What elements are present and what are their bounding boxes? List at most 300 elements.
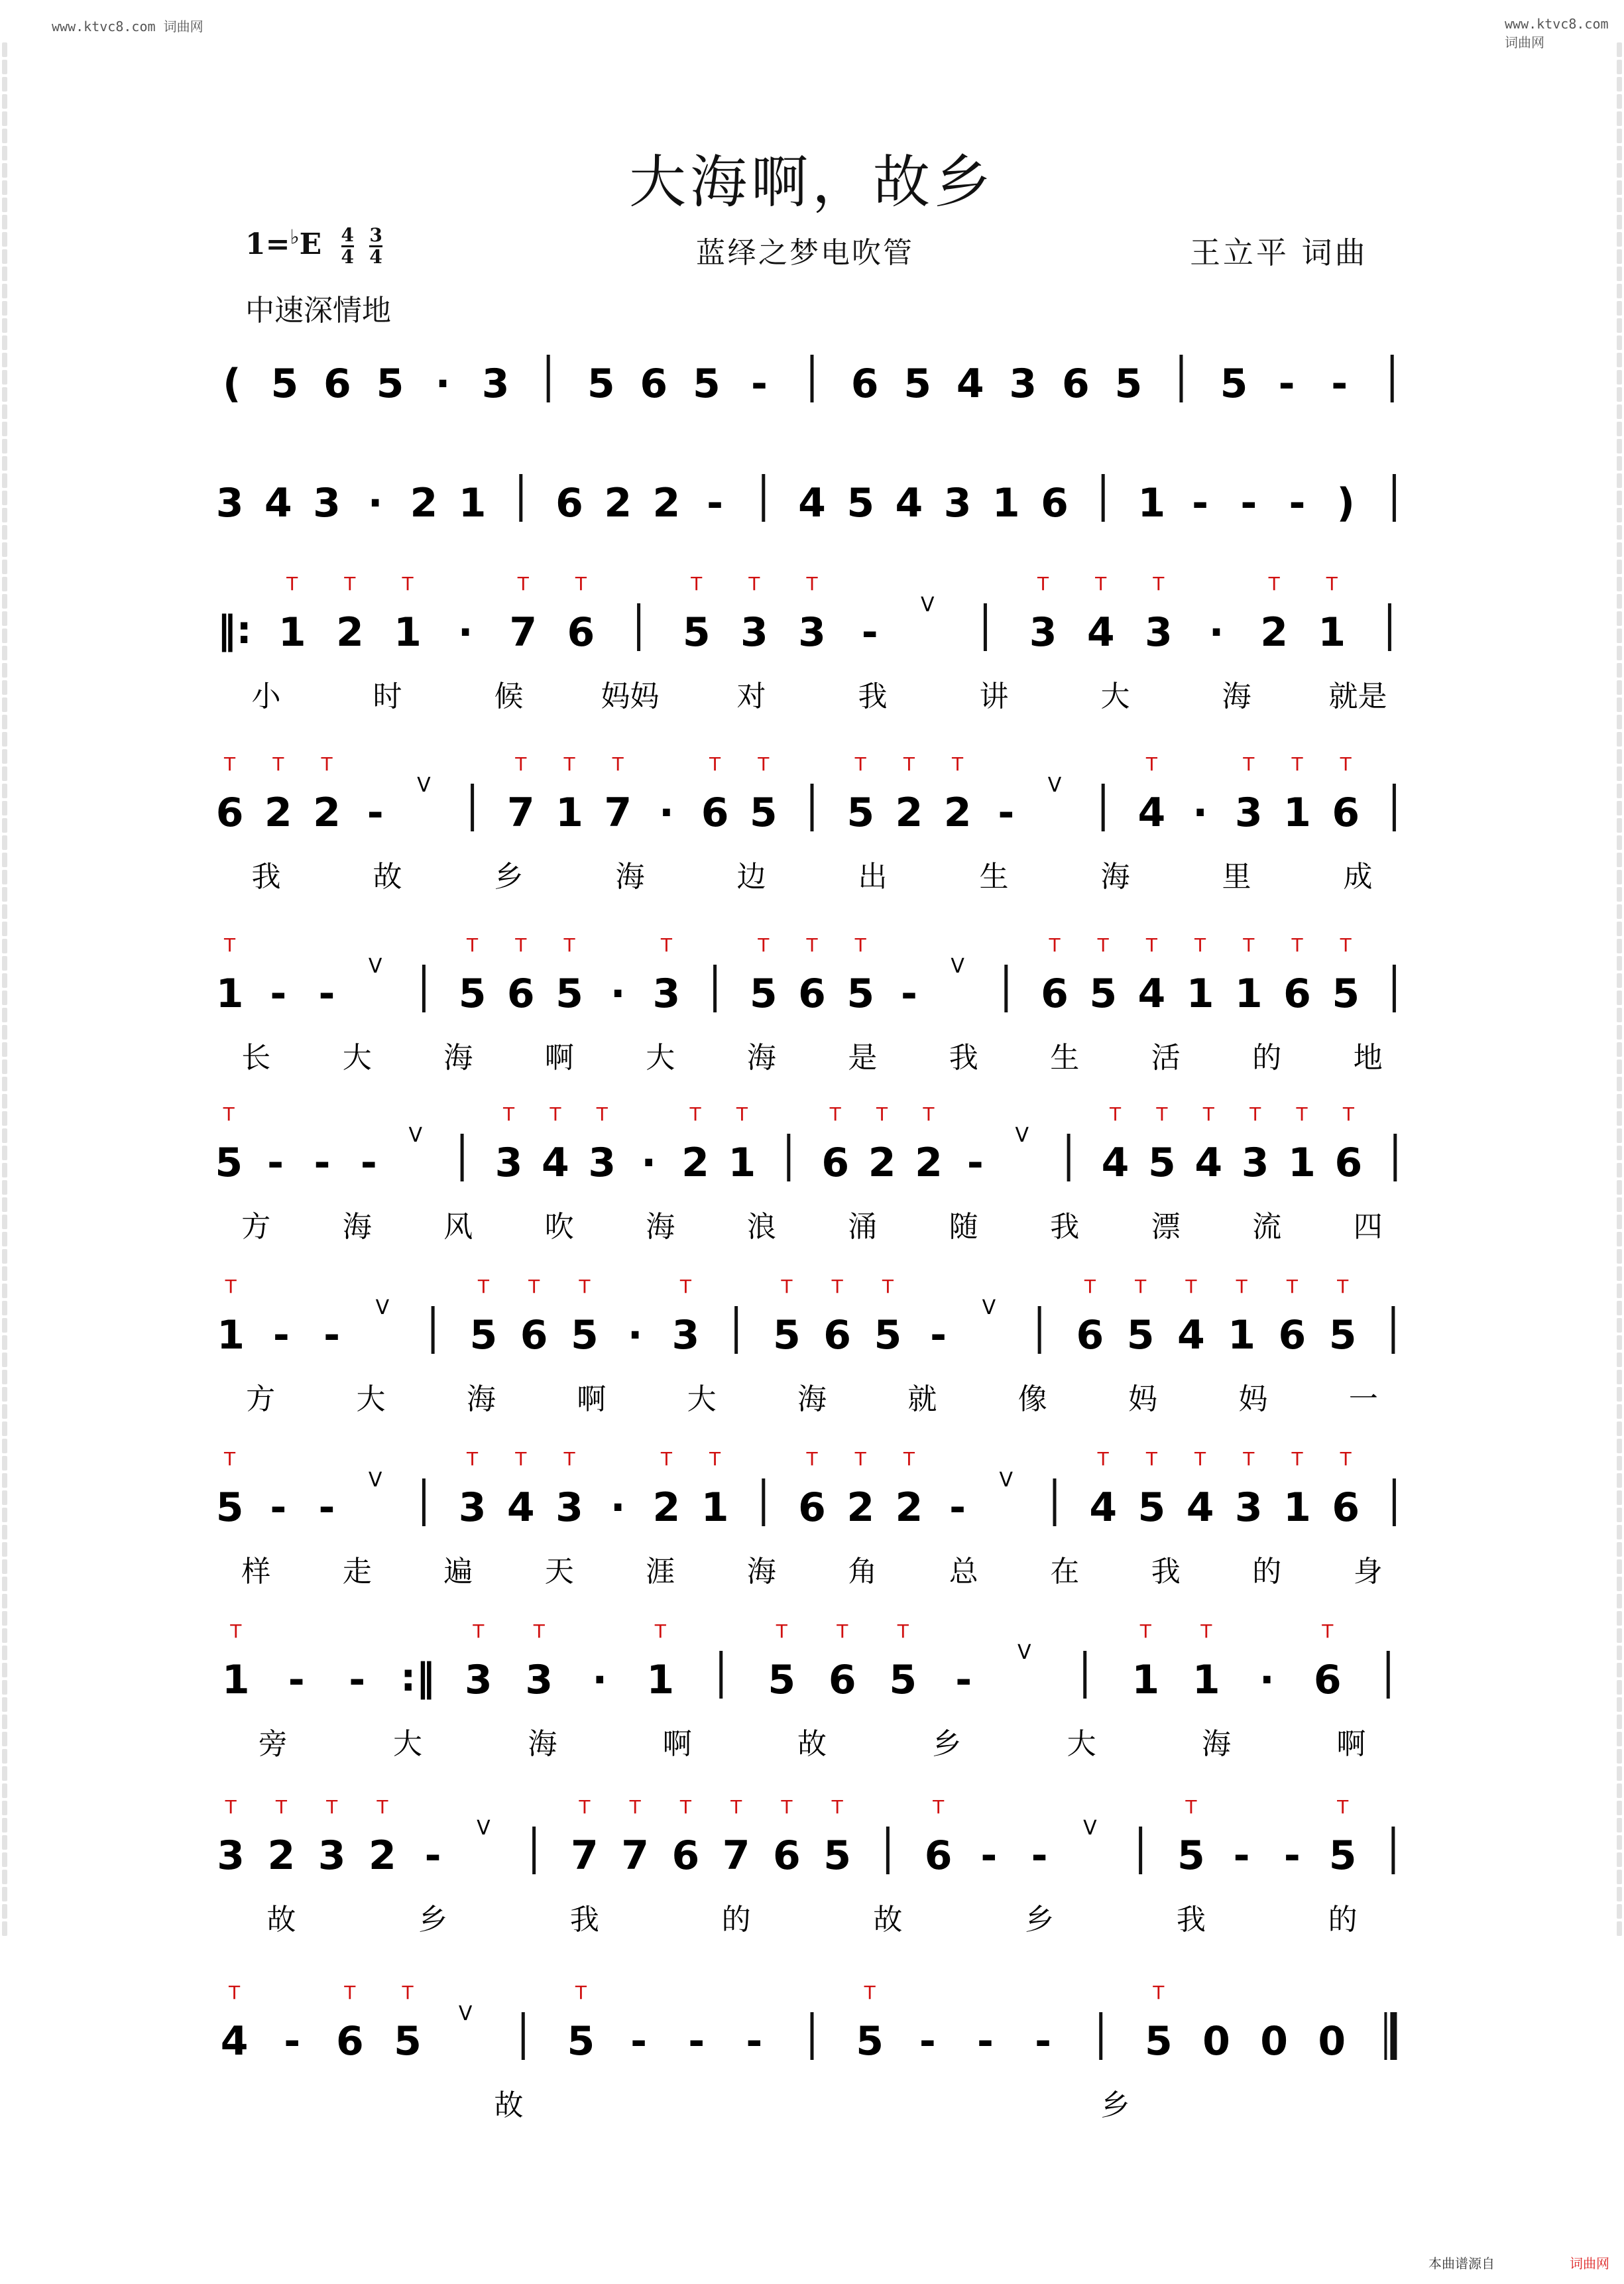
note: 6 (1332, 790, 1360, 836)
lyric-syllable: 海 (615, 860, 645, 894)
note: 5 (555, 971, 583, 1017)
lyric-syllable: 四 (1353, 1210, 1383, 1244)
note: · (1192, 790, 1208, 836)
note: 4 (1137, 790, 1166, 836)
tongue-mark: T (515, 753, 527, 775)
note: 5 (567, 2018, 595, 2065)
note: 4 (264, 480, 292, 526)
lyric-syllable: 的 (721, 1903, 751, 1937)
tongue-mark: T (689, 1103, 701, 1125)
note: - (1240, 480, 1257, 526)
tongue-mark: T (1291, 1448, 1303, 1470)
note: 3 (588, 1140, 616, 1186)
tongue-mark: T (1135, 1276, 1147, 1297)
tongue-mark: T (515, 934, 527, 956)
note: 5 (1328, 1312, 1357, 1358)
header-url-right: www.ktvc8.com 词曲网 (1505, 16, 1609, 50)
note: 1 (215, 971, 244, 1017)
note: 6 (1332, 1484, 1360, 1531)
note: 4 (798, 480, 826, 526)
note: 0 (1260, 2018, 1289, 2065)
time-signature-1: $\frac{4}{4}$ (341, 224, 354, 268)
tongue-mark: T (1337, 1796, 1349, 1818)
lyric-syllable: 旁 (258, 1727, 288, 1761)
note: 3 (671, 1312, 700, 1358)
note: - (707, 480, 724, 526)
note: 1 (1283, 1484, 1311, 1531)
key-signature: 1=♭E $\frac{4}{4}$ $\frac{3}{4}$ (245, 224, 382, 268)
tongue-mark: T (831, 1276, 843, 1297)
lyric-syllable: 讲 (979, 680, 1009, 713)
note: 5 (376, 361, 404, 407)
note: · (367, 480, 383, 526)
note: 2 (868, 1140, 896, 1186)
tongue-mark: T (1095, 573, 1107, 595)
tongue-mark: T (502, 1103, 515, 1125)
note: 6 (924, 1833, 953, 1879)
lyric-syllable: 啊 (662, 1727, 692, 1761)
note: 5 (823, 1833, 851, 1879)
note: 5 (692, 361, 721, 407)
note: · (610, 971, 626, 1017)
note: 6 (850, 361, 879, 407)
lyric-syllable: 角 (848, 1555, 878, 1589)
note: 3 (215, 480, 244, 526)
breath-mark: V (375, 1296, 390, 1319)
note: - (288, 1657, 305, 1703)
lyric-syllable: 乡 (418, 1903, 448, 1937)
tongue-mark: T (225, 1796, 237, 1818)
note: - (367, 790, 384, 836)
lyric-syllable: 海 (1202, 1727, 1231, 1761)
tongue-mark: T (1202, 1103, 1214, 1125)
note: 1 (1283, 790, 1311, 836)
note: 5 (587, 361, 615, 407)
note: 5 (768, 1657, 796, 1703)
lyric-syllable: 出 (858, 860, 888, 894)
tongue-mark: T (224, 1448, 236, 1470)
tongue-mark: T (321, 753, 333, 775)
tongue-mark: T (1286, 1276, 1298, 1297)
note: - (424, 1833, 441, 1879)
tongue-mark: T (923, 1103, 935, 1125)
lyric-syllable: 边 (736, 860, 766, 894)
note: 4 (506, 1484, 535, 1531)
note: 1 (1228, 1312, 1255, 1358)
note: - (1278, 361, 1295, 407)
tongue-mark: T (1291, 934, 1303, 956)
note: 3 (313, 480, 341, 526)
tongue-mark: T (1153, 1982, 1165, 2004)
note: 4 (1177, 1312, 1205, 1358)
tongue-mark: T (730, 1796, 742, 1818)
note: 6 (1313, 1657, 1342, 1703)
note: 2 (267, 1833, 296, 1879)
tongue-mark: T (550, 1103, 561, 1125)
breath-mark: V (1047, 774, 1062, 797)
lyric-syllable: 大 (1100, 680, 1130, 713)
note: 3 (652, 971, 681, 1017)
note: - (949, 1484, 966, 1531)
lyric-syllable: 就是 (1328, 680, 1387, 713)
note: 3 (494, 1140, 523, 1186)
note: - (998, 790, 1015, 836)
note: 4 (1194, 1140, 1223, 1186)
lyric-syllable: 像 (1017, 1382, 1047, 1416)
note: 2 (604, 480, 632, 526)
note: 1 (728, 1140, 756, 1186)
tongue-mark: T (903, 1448, 915, 1470)
lyric-syllable: 大 (646, 1041, 675, 1075)
tongue-mark: T (575, 573, 587, 595)
tongue-mark: T (1084, 1276, 1096, 1297)
note: 6 (701, 790, 729, 836)
note: 1 (1234, 971, 1263, 1017)
tongue-mark: T (952, 753, 964, 775)
note: 6 (1041, 971, 1069, 1017)
tongue-mark: T (854, 934, 866, 956)
note: 6 (555, 480, 583, 526)
tongue-mark: T (467, 1448, 479, 1470)
note: 2 (915, 1140, 943, 1186)
header-url-left: www.ktvc8.com 词曲网 (52, 19, 203, 34)
arranger-subtitle: 蓝绎之梦电吹管 (696, 236, 914, 270)
note: - (270, 971, 287, 1017)
breath-mark: V (1083, 1817, 1097, 1840)
lyric-syllable: 活 (1151, 1041, 1181, 1075)
tongue-mark: T (272, 753, 284, 775)
tongue-mark: T (1340, 934, 1352, 956)
time-signature-2: $\frac{3}{4}$ (369, 224, 382, 268)
tongue-mark: T (1145, 1448, 1157, 1470)
tongue-mark: T (876, 1103, 888, 1125)
note: · (435, 361, 451, 407)
lyric-syllable: 方 (241, 1210, 271, 1244)
note: - (688, 2018, 705, 2065)
tongue-mark: T (344, 573, 356, 595)
note: 3 (1234, 1484, 1263, 1531)
note: 6 (1283, 971, 1311, 1017)
note: 5 (571, 1312, 599, 1358)
note: 6 (1061, 361, 1090, 407)
lyric-syllable: 长 (241, 1041, 271, 1075)
note: 6 (798, 971, 826, 1017)
tongue-mark: T (1243, 1448, 1255, 1470)
tongue-mark: T (831, 1796, 843, 1818)
tongue-mark: T (709, 1448, 721, 1470)
tongue-mark: T (1153, 573, 1165, 595)
note: - (323, 1312, 341, 1358)
tongue-mark: T (563, 1448, 575, 1470)
song-title: 大海啊，故乡 (629, 149, 995, 215)
note: - (1289, 480, 1306, 526)
note: 3 (1009, 361, 1037, 407)
note: 2 (369, 1833, 396, 1879)
tongue-mark: T (528, 1276, 540, 1297)
lyric-syllable: 漂 (1151, 1210, 1181, 1244)
note: 1 (1288, 1140, 1316, 1186)
lyric-syllable: 身 (1353, 1555, 1383, 1589)
tongue-mark: T (864, 1982, 876, 2004)
note: 2 (652, 480, 681, 526)
lyric-syllable: 天 (544, 1555, 574, 1589)
tongue-mark: T (515, 1448, 527, 1470)
tongue-mark: T (230, 1620, 242, 1642)
tongue-mark: T (377, 1796, 388, 1818)
lyric-syllable: 样 (241, 1555, 271, 1589)
note: 3 (217, 1833, 245, 1879)
lyric-syllable: 候 (494, 680, 524, 713)
tongue-mark: T (679, 1796, 691, 1818)
note: 4 (1186, 1484, 1214, 1531)
note: - (1233, 1833, 1250, 1879)
note: · (627, 1312, 643, 1358)
lyric-syllable: 随 (949, 1210, 978, 1244)
tongue-mark: T (1145, 753, 1157, 775)
note: 7 (621, 1833, 649, 1879)
tongue-mark: T (829, 1103, 841, 1125)
tongue-mark: T (660, 934, 672, 956)
lyric-syllable: 海 (1100, 860, 1130, 894)
note: · (641, 1140, 657, 1186)
tongue-mark: T (736, 1103, 748, 1125)
note: 3 (458, 1484, 487, 1531)
breath-mark: V (1017, 1641, 1031, 1664)
lyric-syllable: 生 (979, 860, 1009, 894)
note: 1 (221, 1657, 250, 1703)
note: 4 (220, 2018, 249, 2065)
note: 2 (1260, 609, 1289, 656)
tongue-mark: T (1340, 753, 1352, 775)
note: 1 (555, 790, 583, 836)
tongue-mark: T (1243, 753, 1255, 775)
note: 5 (270, 361, 299, 407)
tongue-mark: T (1342, 1103, 1354, 1125)
lyric-syllable: 海 (528, 1727, 557, 1761)
note: - (1283, 1833, 1301, 1879)
tongue-mark: T (1249, 1103, 1261, 1125)
tongue-mark: T (575, 1982, 587, 2004)
tongue-mark: T (806, 1448, 818, 1470)
tongue-mark: T (1037, 573, 1049, 595)
lyric-syllable: 故 (373, 860, 402, 894)
note: 5 (1114, 361, 1143, 407)
note: 3 (1029, 609, 1057, 656)
lyric-syllable: 海 (797, 1382, 827, 1416)
tongue-mark: T (1236, 1276, 1247, 1297)
tongue-mark: T (629, 1796, 641, 1818)
note: 1 (1131, 1657, 1160, 1703)
note: - (360, 1140, 377, 1186)
note: 5 (1332, 971, 1360, 1017)
note: 0 (1318, 2018, 1346, 2065)
lyric-syllable: 地 (1353, 1041, 1383, 1075)
note: 5 (889, 1657, 917, 1703)
note: 4 (895, 480, 923, 526)
footer-source: 本曲谱源自 (1428, 2255, 1495, 2271)
note: - (919, 2018, 936, 2065)
lyric-syllable: 的 (1252, 1555, 1282, 1589)
note: - (980, 1833, 998, 1879)
lyric-syllable: 我 (949, 1041, 978, 1075)
tongue-mark: T (225, 1276, 237, 1297)
note: 6 (773, 1833, 801, 1879)
note: 6 (1278, 1312, 1306, 1358)
lyric-syllable: 故 (266, 1903, 296, 1937)
lyric-syllable: 妈妈 (601, 680, 660, 713)
note: · (659, 790, 674, 836)
note: 6 (506, 971, 535, 1017)
note: 6 (335, 2018, 364, 2065)
tongue-mark: T (402, 1982, 414, 2004)
lyric-syllable: 我 (1151, 1555, 1181, 1589)
tongue-mark: T (1268, 573, 1280, 595)
breath-mark: V (368, 955, 382, 978)
tempo-marking: 中速深情地 (245, 294, 391, 328)
tongue-mark: T (748, 573, 760, 595)
breath-mark: V (982, 1296, 996, 1319)
note: 1 (394, 609, 422, 656)
tongue-mark: T (654, 1620, 666, 1642)
tongue-mark: T (1185, 1796, 1197, 1818)
tongue-mark: T (691, 573, 703, 595)
lyric-syllable: 啊 (1336, 1727, 1366, 1761)
lyric-syllable: 总 (949, 1555, 978, 1589)
tongue-mark: T (806, 934, 818, 956)
tongue-mark: T (1194, 934, 1206, 956)
note: - (270, 1484, 287, 1531)
note: 6 (1076, 1312, 1104, 1358)
note: - (1035, 2018, 1052, 2065)
note: 1 (1318, 609, 1346, 656)
tongue-mark: T (781, 1276, 793, 1297)
tongue-mark: T (579, 1796, 591, 1818)
note: - (1031, 1833, 1048, 1879)
note: 3 (1241, 1140, 1269, 1186)
note: 5 (749, 971, 778, 1017)
lyric-syllable: 故 (494, 2088, 524, 2122)
tongue-mark: T (1326, 573, 1338, 595)
tongue-mark: T (1097, 934, 1109, 956)
breath-mark: V (408, 1124, 422, 1147)
tongue-mark: T (709, 753, 721, 775)
lyric-syllable: 海 (466, 1382, 496, 1416)
tongue-mark: T (229, 1982, 241, 2004)
tongue-mark: T (1097, 1448, 1109, 1470)
note: 2 (846, 1484, 875, 1531)
lyric-syllable: 故 (873, 1903, 903, 1937)
note: 5 (1220, 361, 1248, 407)
note: 3 (1234, 790, 1263, 836)
lyric-syllable: 涯 (646, 1555, 675, 1589)
note: - (314, 1140, 331, 1186)
note: 1 (217, 1312, 245, 1358)
note: 5 (1177, 1833, 1205, 1879)
breath-mark: V (458, 2002, 473, 2025)
tongue-mark: T (758, 753, 770, 775)
note: 7 (571, 1833, 599, 1879)
lyric-syllable: 啊 (577, 1382, 607, 1416)
tongue-mark: T (854, 753, 866, 775)
note: 3 (555, 1484, 583, 1531)
note: 5 (1137, 1484, 1166, 1531)
tongue-mark: T (1340, 1448, 1352, 1470)
lyric-syllable: 风 (443, 1210, 473, 1244)
lyric-syllable: 走 (342, 1555, 372, 1589)
note: - (1331, 361, 1348, 407)
note: · (592, 1657, 608, 1703)
tongue-mark: T (1291, 753, 1303, 775)
note: 6 (671, 1833, 700, 1879)
note: 6 (823, 1312, 851, 1358)
lyric-syllable: 一 (1348, 1382, 1378, 1416)
note: 5 (1144, 2018, 1173, 2065)
note: - (318, 971, 335, 1017)
note: 2 (652, 1484, 681, 1531)
note: - (746, 2018, 763, 2065)
note: 1 (701, 1484, 729, 1531)
tongue-mark: T (563, 934, 575, 956)
breath-mark: V (999, 1469, 1014, 1492)
lyric-syllable: 就 (907, 1382, 937, 1416)
note: 0 (1202, 2018, 1230, 2065)
tongue-mark: T (1243, 934, 1255, 956)
tongue-mark: T (275, 1796, 287, 1818)
note: 5 (1328, 1833, 1357, 1879)
note: 1 (458, 480, 487, 526)
note: 5 (773, 1312, 801, 1358)
tongue-mark: T (477, 1276, 489, 1297)
lyric-syllable: 海 (342, 1210, 372, 1244)
note: 6 (798, 1484, 826, 1531)
lyric-syllable: 方 (246, 1382, 276, 1416)
note: 5 (215, 1140, 243, 1186)
tongue-mark: T (781, 1796, 793, 1818)
note: 5 (846, 480, 875, 526)
note: 5 (846, 790, 875, 836)
composer-credit: 王立平 词曲 (1190, 235, 1368, 270)
note: · (1208, 609, 1224, 656)
note: ) (1336, 480, 1355, 526)
lyric-syllable: 海 (443, 1041, 473, 1075)
tongue-mark: T (837, 1620, 848, 1642)
note: · (610, 1484, 626, 1531)
note: 1 (1186, 971, 1214, 1017)
tongue-mark: T (1185, 1276, 1197, 1297)
tongue-mark: T (679, 1276, 691, 1297)
note: 1 (1192, 1657, 1220, 1703)
lyric-syllable: 乡 (494, 860, 524, 894)
note: 3 (943, 480, 972, 526)
breath-mark: V (417, 774, 431, 797)
lyric-syllable: 我 (569, 1903, 599, 1937)
tongue-mark: T (402, 573, 414, 595)
note: 5 (682, 609, 711, 656)
lyric-syllable: 故 (797, 1727, 827, 1761)
note: - (900, 971, 917, 1017)
lyric-syllable: 大 (342, 1041, 372, 1075)
tongue-mark: T (473, 1620, 485, 1642)
note: 2 (895, 790, 923, 836)
tongue-mark: T (897, 1620, 909, 1642)
lyric-syllable: 乡 (1025, 1903, 1055, 1937)
note: 6 (567, 609, 595, 656)
lyric-syllable: 海 (646, 1210, 675, 1244)
lyric-syllable: 妈 (1128, 1382, 1158, 1416)
note: 7 (506, 790, 535, 836)
repeat-sign: ‖: (217, 607, 252, 652)
note: - (861, 609, 878, 656)
